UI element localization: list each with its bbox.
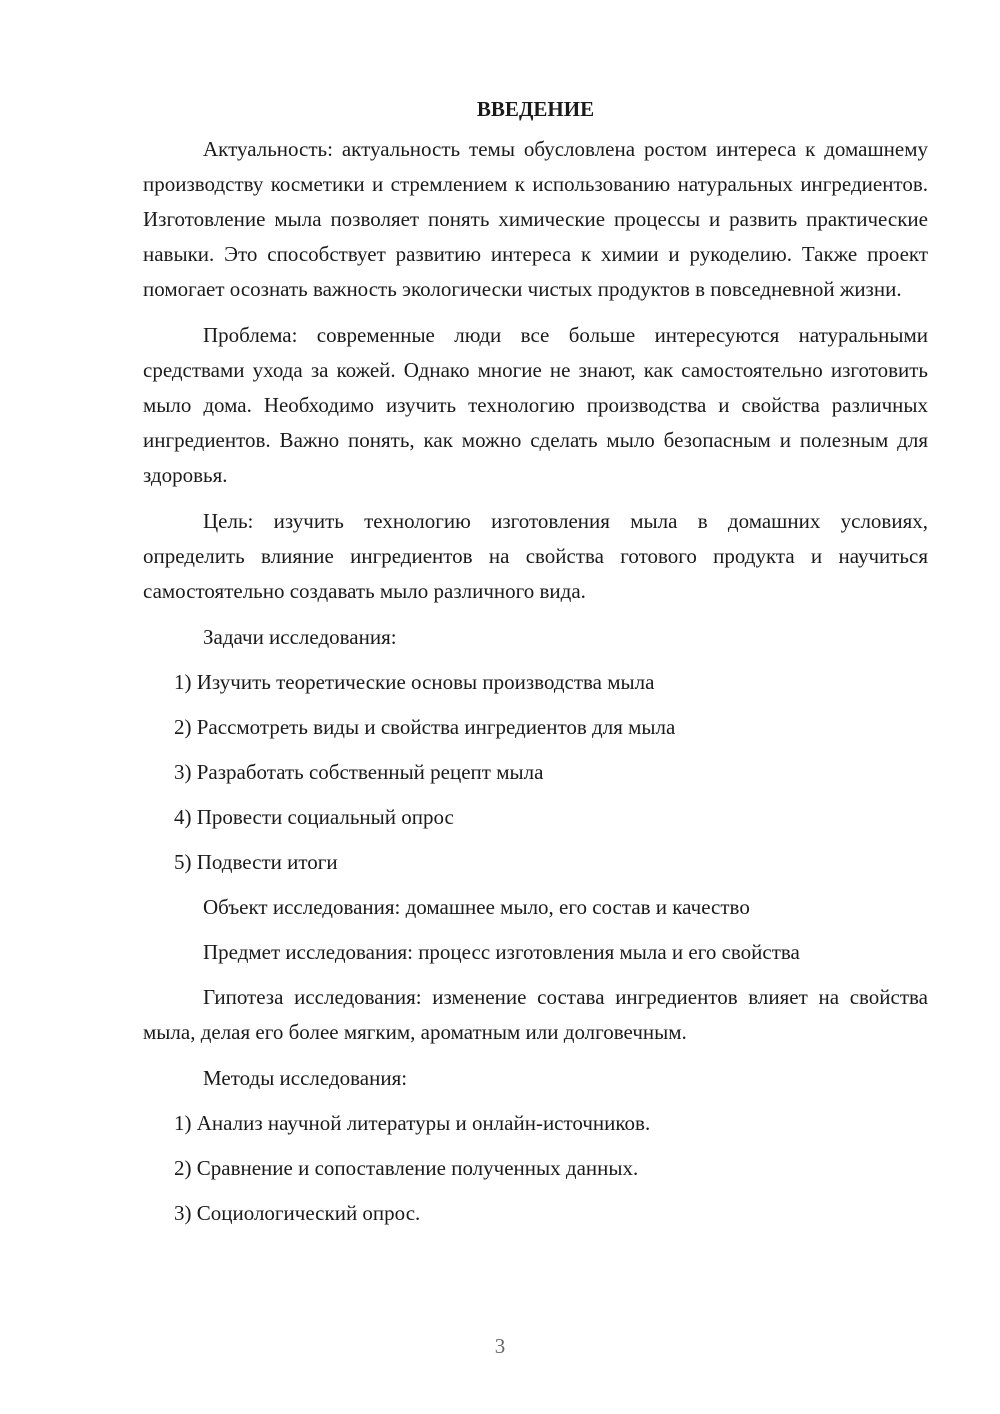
page-number: 3 <box>494 1334 506 1358</box>
task-item: 5) Подвести итоги <box>174 850 338 874</box>
research-subject: Предмет исследования: процесс изготовления мыла и его свойства <box>203 940 800 964</box>
research-object: Объект исследования: домашнее мыло, его состав и качество <box>203 895 750 919</box>
tasks-title: Задачи исследования: <box>203 625 397 649</box>
task-item: 1) Изучить теоретические основы производства мыла <box>174 670 655 694</box>
problem-paragraph: Проблема: современные люди все больше интересуются натуральными средствами ухода за кожей. Однако многие не знают, как самостоятельно изготовить мыло дома. Необходимо изучить технологию производства и свойства различных ингредиентов. Важно понять, как можно сделать мыло безопасным и полезным для здоровья. <box>143 323 928 487</box>
task-item: 4) Провести социальный опрос <box>174 805 454 829</box>
relevance-paragraph: Актуальность: актуальность темы обусловлена ростом интереса к домашнему производству косметики и стремлением к использованию натуральных ингредиентов. Изготовление мыла позволяет понять химические процессы и развить практические навыки. Это способствует развитию интереса к химии и рукоделию. Также проект помогает осознать важность экологически чистых продуктов в повседневной жизни. <box>143 137 928 301</box>
goal-paragraph: Цель: изучить технологию изготовления мыла в домашних условиях, определить влияние ингредиентов на свойства готового продукта и научиться самостоятельно создавать мыло различного вида. <box>143 509 928 603</box>
task-item: 3) Разработать собственный рецепт мыла <box>174 760 544 784</box>
method-item: 2) Сравнение и сопоставление полученных данных. <box>174 1156 639 1180</box>
methods-title: Методы исследования: <box>203 1066 408 1090</box>
method-item: 1) Анализ научной литературы и онлайн-источников. <box>174 1111 651 1135</box>
task-item: 2) Рассмотреть виды и свойства ингредиентов для мыла <box>174 715 676 739</box>
method-item: 3) Социологический опрос. <box>174 1201 421 1225</box>
hypothesis-paragraph: Гипотеза исследования: изменение состава ингредиентов влияет на свойства мыла, делая его более мягким, ароматным или долговечным. <box>143 985 928 1044</box>
document-page <box>143 92 928 1241</box>
section-heading: ВВЕДЕНИЕ <box>476 97 595 121</box>
